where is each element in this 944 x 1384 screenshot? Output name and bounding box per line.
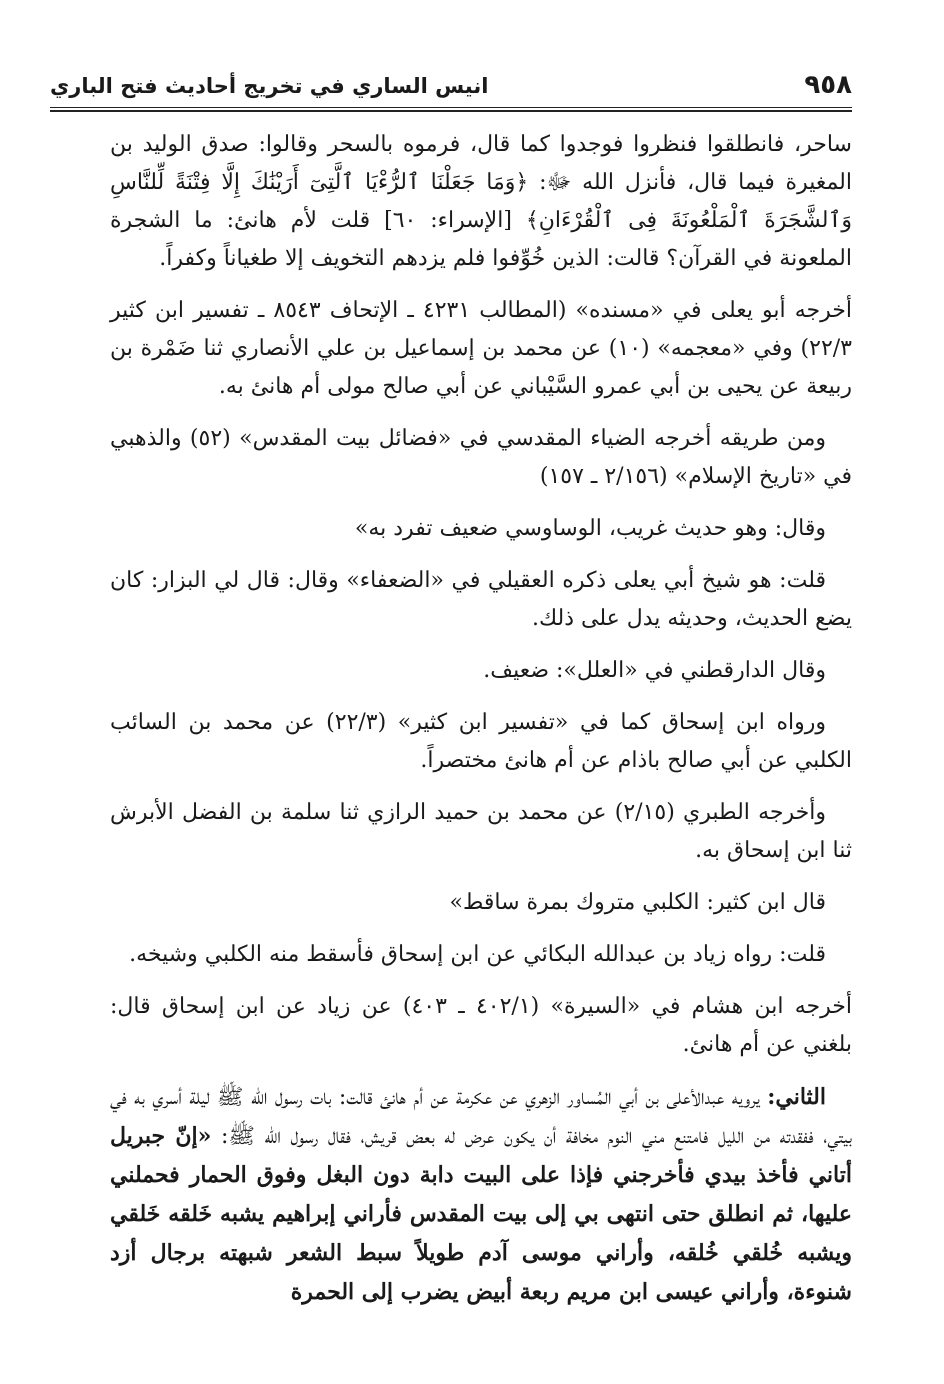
section-lead: الثاني: bbox=[767, 1084, 826, 1110]
paragraph-3: ومن طريقه أخرجه الضياء المقدسي في «فضائل بيت المقدس» (٥٢) والذهبي في «تاريخ الإسلام» (٢/١٥٦ ـ ١٥٧) bbox=[110, 426, 852, 489]
header-rule bbox=[50, 110, 852, 112]
paragraph-6: وقال الدارقطني في «العلل»: ضعيف. bbox=[483, 658, 826, 683]
header-rule-thin bbox=[50, 107, 852, 108]
paragraph-12-intro: يرويه عبدالأعلى بن أبي المُساور الزهري عن عكرمة عن أم هانئ قالت: بات رسول الله ﷺ ليلة أسري به في بيتي، ففقدته من الليل فامتنع مني النوم مخافة أن يكون عرض له بعض قريش، فقال رسول الله ﷺ: bbox=[110, 1085, 852, 1149]
page-number: ٩٥٨ bbox=[804, 70, 852, 100]
page-body bbox=[110, 126, 852, 1326]
page-header bbox=[50, 62, 852, 112]
paragraph-1: ساحر، فانطلقوا فنظروا فوجدوا كما قال، فرموه بالسحر وقالوا: صدق الوليد بن المغيرة فيما قال، فأنزل الله ﷻ: ﴿وَمَا جَعَلْنَا ٱلرُّءْيَا ٱلَّتِىٓ أَرَيْنَٰكَ إِلَّا فِتْنَةً لِّلنَّاسِ وَٱلشَّجَرَةَ ٱلْمَلْعُونَةَ فِى ٱلْقُرْءَانِ﴾ [الإسراء: ٦٠] قلت لأم هانئ: ما الشجرة الملعونة في القرآن؟ قالت: الذين خُوِّفوا فلم يزدهم التخويف إلا طغياناً وكفراً. bbox=[110, 132, 852, 271]
paragraph-9: قال ابن كثير: الكلبي متروك بمرة ساقط» bbox=[449, 890, 826, 915]
hadith-quote: «إنّ جبريل أتاني فأخذ بيدي فأخرجني فإذا على البيت دابة دون البغل وفوق الحمار فحملني عليها، ثم انطلق حتى انتهى بي إلى بيت المقدس فأراني إبراهيم يشبه خَلقه خَلقي ويشبه خُلقي خُلقه، وأراني موسى آدم طويلاً سبط الشعر شبهته برجال أزد شنوءة، وأراني عيسى ابن مريم ربعة أبيض يضرب إلى الحمرة bbox=[110, 1123, 852, 1305]
paragraph-5: قلت: هو شيخ أبي يعلى ذكره العقيلي في «الضعفاء» وقال: قال لي البزار: كان يضع الحديث، وحديثه يدل على ذلك. bbox=[110, 568, 852, 631]
paragraph-2: أخرجه أبو يعلى في «مسنده» (المطالب ٤٢٣١ ـ الإتحاف ٨٥٤٣ ـ تفسير ابن كثير ٢٢/٣) وفي «معجمه» (١٠) عن محمد بن إسماعيل بن علي الأنصاري ثنا ضَمْرة بن ربيعة عن يحيى بن أبي عمرو السَّيْباني عن أبي صالح مولى أم هانئ به. bbox=[110, 298, 852, 399]
paragraph-12 bbox=[110, 1078, 852, 1312]
running-title: انيس الساري في تخريج أحاديث فتح الباري bbox=[50, 74, 489, 98]
paragraph-10: قلت: رواه زياد بن عبدالله البكائي عن ابن إسحاق فأسقط منه الكلبي وشيخه. bbox=[129, 942, 826, 967]
paragraph-8: وأخرجه الطبري (٢/١٥) عن محمد بن حميد الرازي ثنا سلمة بن الفضل الأبرش ثنا ابن إسحاق به. bbox=[110, 800, 852, 863]
paragraph-11: أخرجه ابن هشام في «السيرة» (٤٠٢/١ ـ ٤٠٣) عن زياد عن ابن إسحاق قال: بلغني عن أم هانئ. bbox=[110, 994, 853, 1057]
paragraph-7: ورواه ابن إسحاق كما في «تفسير ابن كثير» (٢٢/٣) عن محمد بن السائب الكلبي عن أبي صالح باذام عن أم هانئ مختصراً. bbox=[110, 710, 852, 773]
paragraph-4: وقال: وهو حديث غريب، الوساوسي ضعيف تفرد به» bbox=[354, 516, 826, 541]
